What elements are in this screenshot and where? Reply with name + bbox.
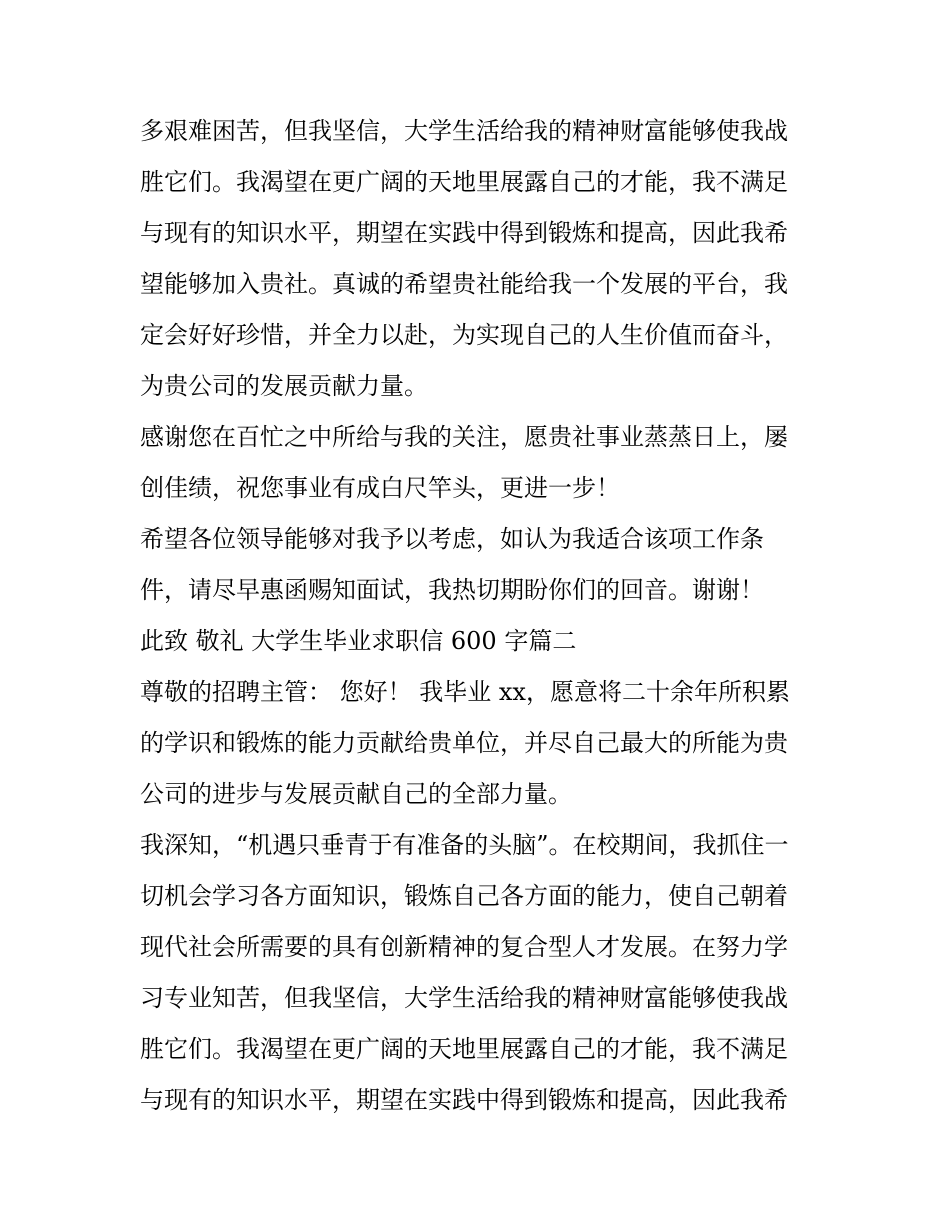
text-line: 多艰难困苦，但我坚信，大学生活给我的精神财富能够使我战: [140, 117, 788, 145]
text-line: 创佳绩，祝您事业有成白尺竿头，更进一步！: [140, 474, 620, 502]
text-line: 胜它们。我渴望在更广阔的天地里展露自己的才能，我不满足: [140, 1035, 788, 1063]
text-line: 望能够加入贵社。真诚的希望贵社能给我一个发展的平台，我: [140, 270, 788, 298]
text-line: 公司的进步与发展贡献自己的全部力量。: [140, 780, 572, 808]
text-line: 与现有的知识水平，期望在实践中得到锻炼和提高，因此我希: [140, 219, 788, 247]
text-line: 现代社会所需要的具有创新精神的复合型人才发展。在努力学: [140, 933, 788, 961]
text-line: 感谢您在百忙之中所给与我的关注，愿贵社事业蒸蒸日上，屡: [140, 423, 788, 451]
text-line: 为贵公司的发展贡献力量。: [140, 372, 428, 400]
text-line: 的学识和锻炼的能力贡献给贵单位，并尽自己最大的所能为贵: [140, 729, 788, 757]
text-line: 切机会学习各方面知识，锻炼自己各方面的能力，使自己朝着: [140, 882, 788, 910]
text-line: 希望各位领导能够对我予以考虑，如认为我适合该项工作条: [140, 525, 764, 553]
section-heading: 此致 敬礼 大学生毕业求职信 600 字篇二: [140, 627, 577, 655]
text-line: 我深知，“机遇只垂青于有准备的头脑”。在校期间，我抓住一: [140, 831, 789, 859]
text-line: 定会好好珍惜，并全力以赴，为实现自己的人生价值而奋斗，: [140, 321, 788, 349]
text-line: 习专业知苦，但我坚信，大学生活给我的精神财富能够使我战: [140, 984, 788, 1012]
document-body: [140, 106, 812, 1126]
text-line: 与现有的知识水平，期望在实践中得到锻炼和提高，因此我希: [140, 1086, 788, 1114]
text-line: 胜它们。我渴望在更广阔的天地里展露自己的才能，我不满足: [140, 168, 788, 196]
salutation-line: 尊敬的招聘主管： 您好！ 我毕业 xx，愿意将二十余年所积累: [140, 678, 790, 706]
text-line: 件，请尽早惠函赐知面试，我热切期盼你们的回音。谢谢！: [140, 576, 764, 604]
